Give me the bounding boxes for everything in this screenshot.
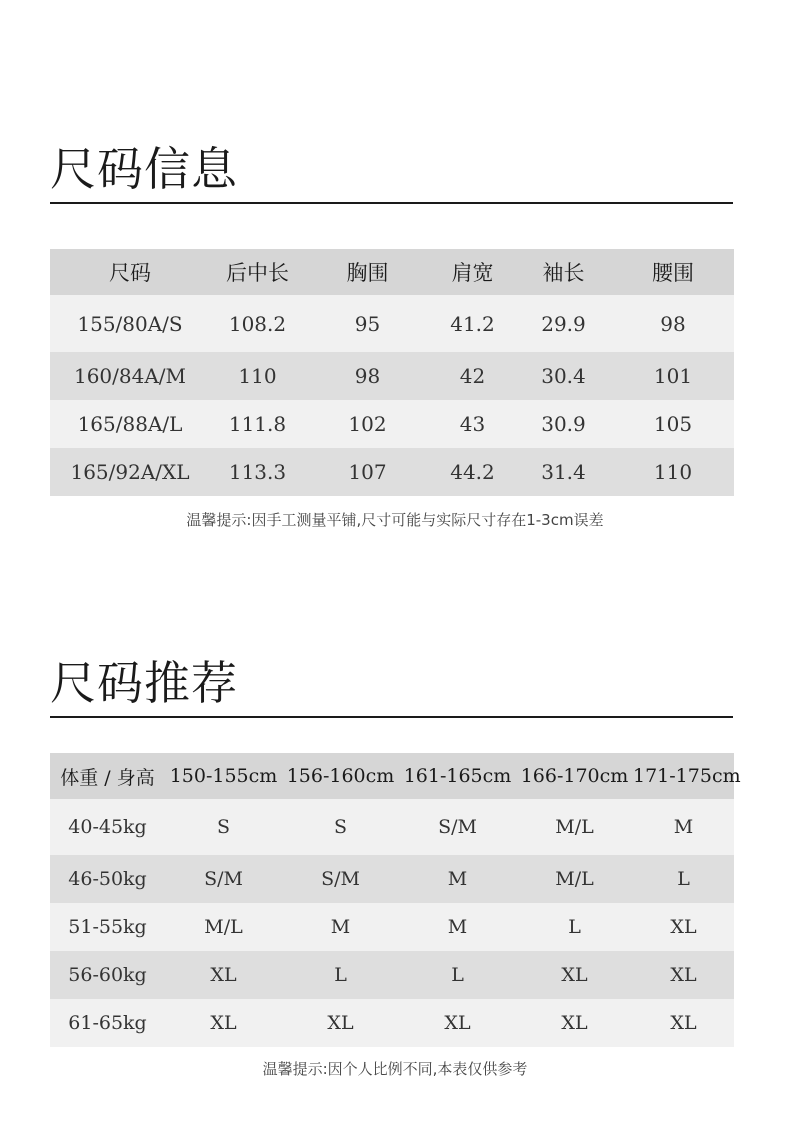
cell: 30.4 <box>515 352 612 400</box>
cell: 110 <box>210 352 305 400</box>
cell: 30.9 <box>515 400 612 448</box>
table-row <box>50 999 734 1047</box>
cell: 108.2 <box>210 295 305 352</box>
table-row <box>50 855 734 903</box>
cell: M <box>399 855 516 903</box>
cell: 42 <box>430 352 515 400</box>
cell: XL <box>165 999 282 1047</box>
table-row <box>50 799 734 855</box>
header-back-length: 后中长 <box>210 249 305 295</box>
size-recommend-divider <box>50 716 733 718</box>
cell: 98 <box>305 352 430 400</box>
cell: M/L <box>516 855 633 903</box>
cell: 107 <box>305 448 430 496</box>
cell: 101 <box>612 352 734 400</box>
cell: XL <box>633 999 734 1047</box>
cell: S <box>165 799 282 855</box>
size-info-title: 尺码信息 <box>50 142 238 196</box>
cell: 56-60kg <box>50 951 165 999</box>
header-sleeve: 袖长 <box>515 249 612 295</box>
cell: S/M <box>165 855 282 903</box>
cell: 165/88A/L <box>50 400 210 448</box>
cell: 95 <box>305 295 430 352</box>
size-recommend-title: 尺码推荐 <box>50 656 238 710</box>
cell: M/L <box>165 903 282 951</box>
cell: 44.2 <box>430 448 515 496</box>
cell: 51-55kg <box>50 903 165 951</box>
cell: 46-50kg <box>50 855 165 903</box>
table-row <box>50 951 734 999</box>
cell: S/M <box>399 799 516 855</box>
size-info-table <box>50 249 734 496</box>
cell: 160/84A/M <box>50 352 210 400</box>
cell: 61-65kg <box>50 999 165 1047</box>
cell: S <box>282 799 399 855</box>
cell: 105 <box>612 400 734 448</box>
cell: 155/80A/S <box>50 295 210 352</box>
cell: M <box>399 903 516 951</box>
header-weight-height: 体重 / 身高 <box>50 753 165 799</box>
cell: M <box>633 799 734 855</box>
cell: XL <box>399 999 516 1047</box>
size-info-divider <box>50 202 733 204</box>
table-row <box>50 352 734 400</box>
table-header-row <box>50 249 734 295</box>
cell: 43 <box>430 400 515 448</box>
cell: L <box>399 951 516 999</box>
cell: XL <box>282 999 399 1047</box>
cell: XL <box>633 951 734 999</box>
cell: L <box>633 855 734 903</box>
cell: 41.2 <box>430 295 515 352</box>
table-header-row <box>50 753 734 799</box>
size-recommend-note: 温馨提示:因个人比例不同,本表仅供参考 <box>262 1060 528 1078</box>
cell: S/M <box>282 855 399 903</box>
table-row <box>50 295 734 352</box>
header-shoulder: 肩宽 <box>430 249 515 295</box>
cell: 165/92A/XL <box>50 448 210 496</box>
header-height-range: 150-155cm <box>165 753 282 799</box>
cell: 98 <box>612 295 734 352</box>
cell: 31.4 <box>515 448 612 496</box>
cell: XL <box>516 951 633 999</box>
cell: L <box>282 951 399 999</box>
table-row <box>50 400 734 448</box>
cell: M <box>282 903 399 951</box>
header-height-range: 166-170cm <box>516 753 633 799</box>
cell: XL <box>633 903 734 951</box>
cell: 40-45kg <box>50 799 165 855</box>
cell: 113.3 <box>210 448 305 496</box>
size-info-note: 温馨提示:因手工测量平铺,尺寸可能与实际尺寸存在1-3cm误差 <box>186 511 604 529</box>
header-height-range: 171-175cm <box>633 753 734 799</box>
cell: L <box>516 903 633 951</box>
header-height-range: 161-165cm <box>399 753 516 799</box>
cell: XL <box>516 999 633 1047</box>
header-waist: 腰围 <box>612 249 734 295</box>
cell: 111.8 <box>210 400 305 448</box>
table-row <box>50 448 734 496</box>
cell: M/L <box>516 799 633 855</box>
table-row <box>50 903 734 951</box>
cell: 102 <box>305 400 430 448</box>
size-recommend-table <box>50 753 741 1047</box>
cell: XL <box>165 951 282 999</box>
cell: 110 <box>612 448 734 496</box>
header-height-range: 156-160cm <box>282 753 399 799</box>
cell: 29.9 <box>515 295 612 352</box>
header-size: 尺码 <box>50 249 210 295</box>
header-chest: 胸围 <box>305 249 430 295</box>
